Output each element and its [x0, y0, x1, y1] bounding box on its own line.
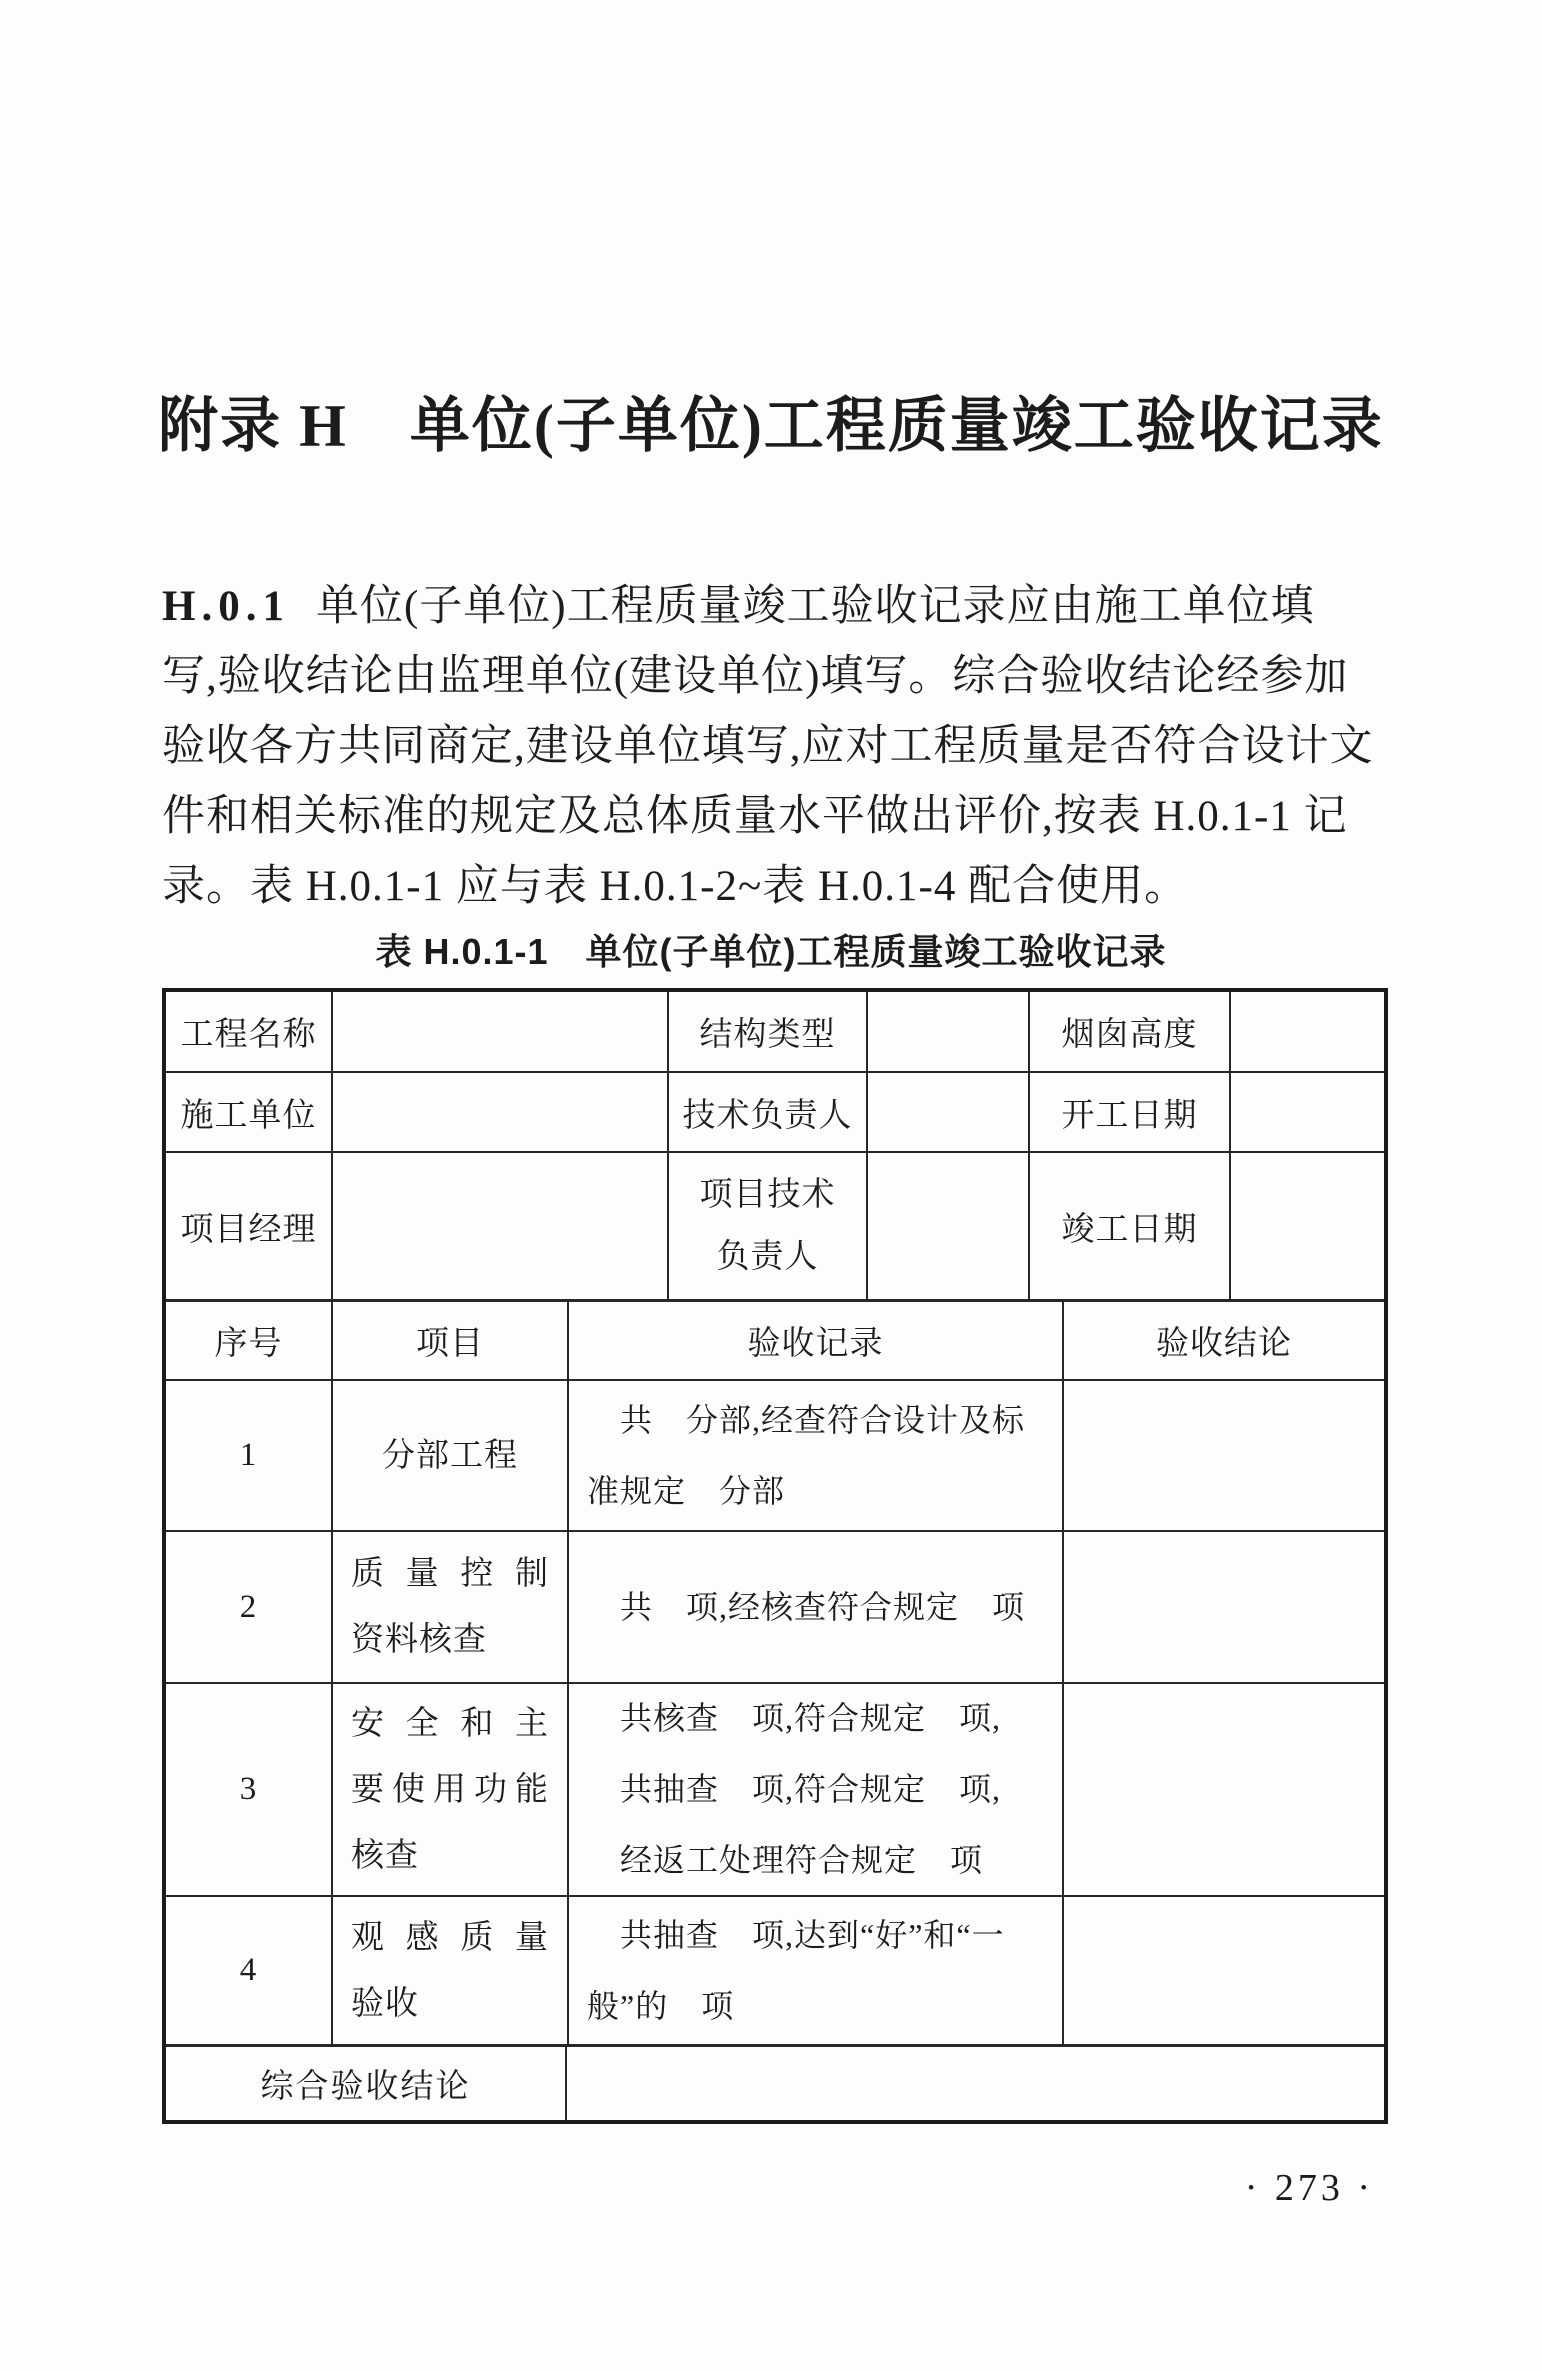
- structure-type-value-cell: [866, 992, 1028, 1071]
- serial-number-cell: 4: [239, 1952, 258, 1988]
- table-header-row: [166, 1299, 1384, 1379]
- project-manager-value-cell: [331, 1153, 667, 1299]
- clause-line: 录。表 H.0.1-1 应与表 H.0.1-2~表 H.0.1-4 配合使用。: [162, 863, 1189, 910]
- appendix-title: 附录 H 单位(子单位)工程质量竣工验收记录: [158, 393, 1384, 459]
- clause-line: [162, 572, 1432, 642]
- chimney-height-value-cell: [1229, 992, 1384, 1071]
- page-number: · 273 ·: [1244, 2167, 1374, 2209]
- header-item: 项目: [331, 1302, 567, 1379]
- completion-date-label: 竣工日期: [1028, 1153, 1229, 1299]
- clause-line: 验收各方共同商定,建设单位填写,应对工程质量是否符合设计文: [162, 723, 1374, 770]
- serial-number-cell: 1: [239, 1437, 258, 1473]
- project-technical-director-label-line1: 项目技术: [699, 1177, 836, 1213]
- project-technical-director-label: [667, 1153, 866, 1299]
- table-row: [166, 1682, 1384, 1895]
- start-date-value-cell: [1229, 1073, 1384, 1151]
- chimney-height-label: 烟囱高度: [1028, 992, 1229, 1071]
- structure-type-label: 结构类型: [667, 992, 866, 1071]
- acceptance-record-table: [162, 988, 1388, 2124]
- table-row: [166, 1895, 1384, 2044]
- header-serial-number: 序号: [214, 1326, 283, 1362]
- overall-conclusion-value-cell: [565, 2047, 1384, 2120]
- table-row: [166, 1071, 1384, 1151]
- acceptance-conclusion-cell: [1062, 1532, 1384, 1682]
- item-name-cell: 分部工程: [331, 1381, 567, 1530]
- construction-unit-value-cell: [331, 1073, 667, 1151]
- project-technical-director-value-cell: [866, 1153, 1028, 1299]
- table-row: [166, 992, 1384, 1071]
- header-acceptance-conclusion: 验收结论: [1062, 1302, 1384, 1379]
- acceptance-conclusion-cell: [1062, 1897, 1384, 2044]
- clause-paragraph: [162, 572, 1432, 922]
- clause-text: 单位(子单位)工程质量竣工验收记录应由施工单位填: [315, 583, 1315, 630]
- clause-number: H.0.1: [162, 583, 290, 630]
- acceptance-record-cell: 共 项,经核查符合规定 项: [567, 1532, 1062, 1682]
- table-row: [166, 1530, 1384, 1682]
- table-row: [166, 1379, 1384, 1530]
- item-name-cell: 观感质量 验收: [331, 1897, 567, 2044]
- acceptance-record-cell: 共抽查 项,达到“好”和“一 般”的 项: [567, 1897, 1062, 2044]
- table-footer-row: [166, 2044, 1384, 2120]
- item-name-cell: 质量控制 资料核查: [331, 1532, 567, 1682]
- acceptance-record-cell: 共 分部,经查符合设计及标 准规定 分部: [567, 1381, 1062, 1530]
- start-date-label: 开工日期: [1028, 1073, 1229, 1151]
- header-acceptance-record: 验收记录: [567, 1302, 1062, 1379]
- project-name-label: 工程名称: [180, 1017, 317, 1053]
- project-manager-label: 项目经理: [180, 1211, 317, 1248]
- acceptance-conclusion-cell: [1062, 1684, 1384, 1895]
- clause-line: 件和相关标准的规定及总体质量水平做出评价,按表 H.0.1-1 记: [162, 793, 1348, 840]
- technical-director-value-cell: [866, 1073, 1028, 1151]
- construction-unit-label: 施工单位: [180, 1097, 317, 1134]
- table-row: [166, 1151, 1384, 1299]
- overall-conclusion-label: 综合验收结论: [260, 2069, 471, 2105]
- project-name-value-cell: [331, 992, 667, 1071]
- serial-number-cell: 2: [239, 1588, 258, 1625]
- table-caption: 表 H.0.1-1 单位(子单位)工程质量竣工验收记录: [375, 931, 1167, 972]
- completion-date-value-cell: [1229, 1153, 1384, 1299]
- acceptance-record-cell: 共核查 项,符合规定 项, 共抽查 项,符合规定 项, 经返工处理符合规定 项: [567, 1684, 1062, 1895]
- clause-line: 写,验收结论由监理单位(建设单位)填写。综合验收结论经参加: [162, 653, 1349, 700]
- item-name-cell: 安全和主 要使用功能 核查: [331, 1684, 567, 1895]
- project-technical-director-label-line2: 负责人: [716, 1239, 819, 1275]
- technical-director-label: 技术负责人: [667, 1073, 866, 1151]
- serial-number-cell: 3: [239, 1771, 258, 1807]
- acceptance-conclusion-cell: [1062, 1381, 1384, 1530]
